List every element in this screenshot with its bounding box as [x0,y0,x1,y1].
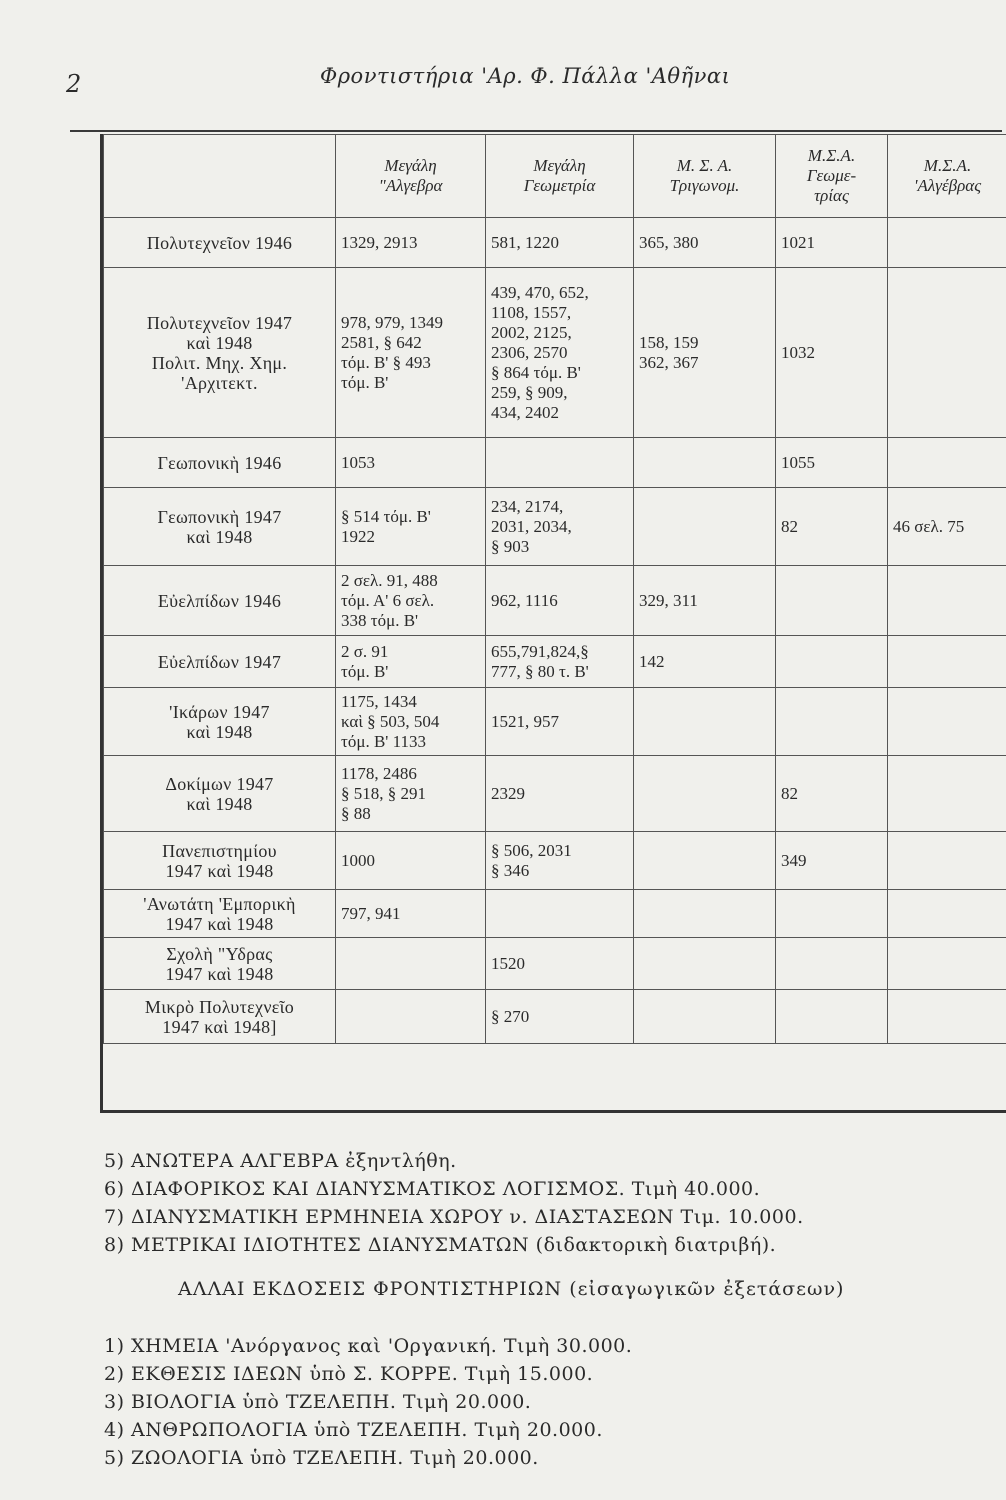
table-cell [486,890,634,938]
table-row [104,218,1006,268]
table-cell: 2 σ. 91 τόμ. Β' [336,636,486,688]
row-label: Πολυτεχνεῖον 1946 [104,218,336,268]
list-item: 5) ΑΝΩΤΕΡΑ ΑΛΓΕΒΡΑ ἐξηντλήθη. [104,1150,457,1172]
exam-table [100,134,1006,1113]
table-cell [634,890,776,938]
row-label: Γεωπονικὴ 1946 [104,438,336,488]
table-cell: § 270 [486,990,634,1044]
table-row [104,566,1006,636]
table-cell [336,938,486,990]
page-number: 2 [66,70,82,98]
table-cell [634,990,776,1044]
table-cell [776,636,888,688]
column-header: Μεγάλη "Αλγεβρα [336,135,486,218]
table-cell [634,756,776,832]
table-cell: 82 [776,488,888,566]
row-label: Εὐελπίδων 1947 [104,636,336,688]
table-row [104,636,1006,688]
table-row [104,890,1006,938]
table-cell: 2329 [486,756,634,832]
table-cell: 1055 [776,438,888,488]
table-row [104,990,1006,1044]
row-label: Πολυτεχνεῖον 1947 καὶ 1948 Πολιτ. Μηχ. Χημ. 'Αρχιτεκτ. [104,268,336,438]
page-header: Φροντιστήρια 'Αρ. Φ. Πάλλα 'Αθῆναι [320,64,731,88]
table-cell: 1178, 2486 § 518, § 291 § 88 [336,756,486,832]
table-cell: 1521, 957 [486,688,634,756]
list-item: 5) ΖΩΟΛΟΓΙΑ ὑπὸ ΤΖΕΛΕΠΗ. Τιμὴ 20.000. [104,1447,539,1469]
table-row [104,268,1006,438]
table-cell: 349 [776,832,888,890]
column-header: Μ. Σ. Α. Τριγωνομ. [634,135,776,218]
table-cell [486,438,634,488]
table-cell [634,688,776,756]
table-cell [336,990,486,1044]
column-header: Μεγάλη Γεωμετρία [486,135,634,218]
row-label: 'Ανωτάτη 'Εμπορικὴ 1947 καὶ 1948 [104,890,336,938]
table-cell: 797, 941 [336,890,486,938]
row-label: Μικρὸ Πολυτεχνεῖο 1947 καὶ 1948] [104,990,336,1044]
list-item: 8) ΜΕΤΡΙΚΑΙ ΙΔΙΟΤΗΤΕΣ ΔΙΑΝΥΣΜΑΤΩΝ (διδακτορικὴ διατριβή). [104,1234,777,1256]
table-cell [888,990,1006,1044]
table-cell: 581, 1220 [486,218,634,268]
table-cell [888,688,1006,756]
row-label: 'Ικάρων 1947 καὶ 1948 [104,688,336,756]
table-cell [888,636,1006,688]
table-cell: § 514 τόμ. Β' 1922 [336,488,486,566]
list-item: 3) ΒΙΟΛΟΓΙΑ ὑπὸ ΤΖΕΛΕΠΗ. Τιμὴ 20.000. [104,1391,532,1413]
list-item: 1) ΧΗΜΕΙΑ 'Ανόργανος καὶ 'Οργανική. Τιμὴ 30.000. [104,1335,633,1357]
table-cell [634,832,776,890]
table-header-row [104,135,1006,218]
row-label: Σχολὴ "Υδρας 1947 καὶ 1948 [104,938,336,990]
table-cell [634,438,776,488]
table-cell: 978, 979, 1349 2581, § 642 τόμ. Β' § 493 τόμ. Β' [336,268,486,438]
table-cell [634,488,776,566]
top-rule [70,130,1002,132]
table-cell [888,438,1006,488]
row-label: Δοκίμων 1947 καὶ 1948 [104,756,336,832]
table-cell: 234, 2174, 2031, 2034, § 903 [486,488,634,566]
table-cell: 142 [634,636,776,688]
table-cell: § 506, 2031 § 346 [486,832,634,890]
column-header: Μ.Σ.Α. Γεωμε- τρίας [776,135,888,218]
table-cell [888,218,1006,268]
table-cell [888,890,1006,938]
table-cell: 365, 380 [634,218,776,268]
exam-table-grid [103,134,1006,1044]
table-cell: 1175, 1434 καὶ § 503, 504 τόμ. Β' 1133 [336,688,486,756]
table-cell: 1032 [776,268,888,438]
list-item: 7) ΔΙΑΝΥΣΜΑΤΙΚΗ ΕΡΜΗΝΕΙΑ ΧΩΡΟΥ ν. ΔΙΑΣΤΑΣΕΩΝ Τιμ. 10.000. [104,1206,804,1228]
list-item: 2) ΕΚΘΕΣΙΣ ΙΔΕΩΝ ὑπὸ Σ. ΚΟΡΡΕ. Τιμὴ 15.000. [104,1363,594,1385]
row-label: Εὐελπίδων 1946 [104,566,336,636]
table-cell [634,938,776,990]
list-item: 6) ΔΙΑΦΟΡΙΚΟΣ ΚΑΙ ΔΙΑΝΥΣΜΑΤΙΚΟΣ ΛΟΓΙΣΜΟΣ. Τιμὴ 40.000. [104,1178,761,1200]
table-cell: 1329, 2913 [336,218,486,268]
table-cell: 1053 [336,438,486,488]
table-cell [776,990,888,1044]
table-cell: 329, 311 [634,566,776,636]
table-cell: 962, 1116 [486,566,634,636]
table-cell: 158, 159 362, 367 [634,268,776,438]
table-cell [888,832,1006,890]
table-row [104,488,1006,566]
table-cell: 1021 [776,218,888,268]
table-row [104,688,1006,756]
column-header [104,135,336,218]
table-cell: 439, 470, 652, 1108, 1557, 2002, 2125, 2306, 2570 § 864 τόμ. Β' 259, § 909, 434, 2402 [486,268,634,438]
table-row [104,832,1006,890]
column-header: Μ.Σ.Α. 'Αλγέβρας [888,135,1006,218]
table-cell [888,268,1006,438]
row-label: Πανεπιστημίου 1947 καὶ 1948 [104,832,336,890]
list-item: 4) ΑΝΘΡΩΠΟΛΟΓΙΑ ὑπὸ ΤΖΕΛΕΠΗ. Τιμὴ 20.000. [104,1419,603,1441]
table-cell [776,688,888,756]
table-cell [776,566,888,636]
table-row [104,438,1006,488]
table-body [104,218,1006,1044]
table-cell [888,756,1006,832]
table-cell [888,938,1006,990]
table-cell: 1520 [486,938,634,990]
table-row [104,756,1006,832]
table-cell [888,566,1006,636]
table-row [104,938,1006,990]
row-label: Γεωπονικὴ 1947 καὶ 1948 [104,488,336,566]
table-cell: 1000 [336,832,486,890]
table-cell: 82 [776,756,888,832]
other-publications-heading: ΑΛΛΑΙ ΕΚΔΟΣΕΙΣ ΦΡΟΝΤΙΣΤΗΡΙΩΝ (εἰσαγωγικῶν ἐξετάσεων) [178,1278,845,1300]
table-cell: 655,791,824,§ 777, § 80 τ. Β' [486,636,634,688]
table-cell [776,890,888,938]
table-cell: 2 σελ. 91, 488 τόμ. Α' 6 σελ. 338 τόμ. Β' [336,566,486,636]
table-cell: 46 σελ. 75 [888,488,1006,566]
table-cell [776,938,888,990]
